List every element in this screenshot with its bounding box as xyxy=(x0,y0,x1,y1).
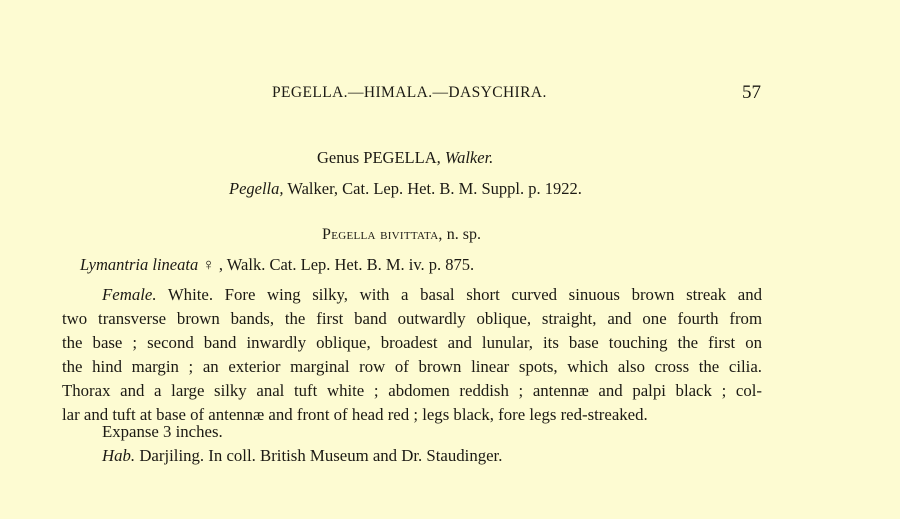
genus-ref-citation: Walker, Cat. Lep. Het. B. M. Suppl. p. 1922. xyxy=(287,179,582,198)
description-line-2: two transverse brown bands, the first band outwardly oblique, straight, and one fourth from xyxy=(62,308,762,328)
description-line-6: lar and tuft at base of antennæ and front of head red ; legs black, fore legs red-streaked. xyxy=(62,404,648,424)
genus-name: Genus PEGELLA, xyxy=(317,148,441,167)
description-line-5: Thorax and a large silky anal tuft white ; abdomen reddish ; antennæ and palpi black ; col- xyxy=(62,380,762,400)
genus-author: Walker. xyxy=(444,148,494,167)
species-heading xyxy=(322,226,481,244)
description-line-1 xyxy=(62,283,762,307)
synonym-citation: ♀ , Walk. Cat. Lep. Het. B. M. iv. p. 875. xyxy=(202,255,475,274)
synonym-line xyxy=(80,255,474,275)
genus-reference xyxy=(229,179,582,199)
running-head: PEGELLA.—HIMALA.—DASYCHIRA. xyxy=(272,84,547,101)
species-name: Pegella bivittata, xyxy=(322,226,443,243)
description-line-4: the hind margin ; an exterior marginal row of brown linear spots, which also cross the cilia. xyxy=(62,356,762,376)
genus-heading xyxy=(317,148,493,168)
genus-ref-name: Pegella, xyxy=(229,179,284,198)
page-number: 57 xyxy=(742,82,761,103)
description-line-1-text: White. Fore wing silky, with a basal short curved sinuous brown streak and xyxy=(167,285,762,304)
description-line-3: the base ; second band inwardly oblique, broadest and lunular, its base touching the first on xyxy=(62,332,762,352)
species-status: n. sp. xyxy=(446,226,481,243)
species-description xyxy=(62,283,762,426)
synonym-name: Lymantria lineata xyxy=(80,255,199,274)
habitat-line xyxy=(102,446,502,466)
habitat-label: Hab. xyxy=(102,446,136,465)
habitat-text: Darjiling. In coll. British Museum and Dr. Staudinger. xyxy=(139,446,503,465)
expanse-line: Expanse 3 inches. xyxy=(102,422,223,441)
description-sex: Female. xyxy=(102,285,157,304)
